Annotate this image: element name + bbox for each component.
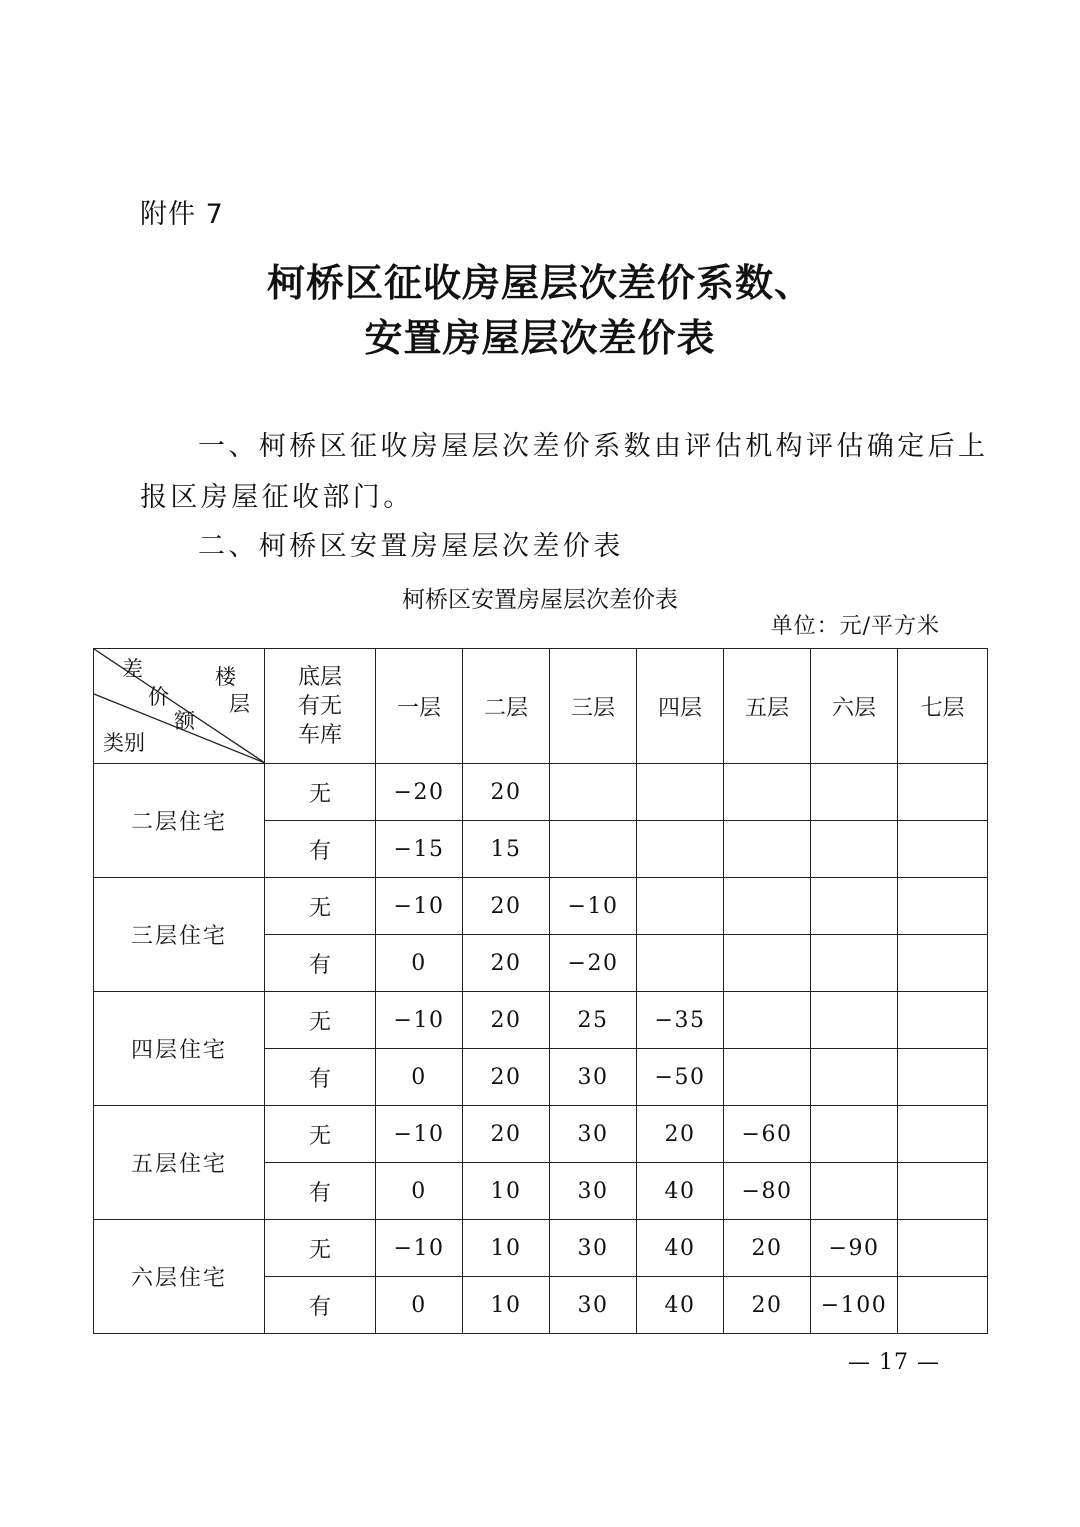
page-number: — 17 —: [848, 1350, 940, 1375]
price-difference-table: [93, 648, 988, 1334]
floor-header-2: 二层: [463, 649, 550, 764]
diag-label-e: 额: [174, 709, 195, 733]
diag-label-leibie: 类别: [103, 731, 145, 755]
value-cell: 40: [637, 1277, 724, 1334]
value-cell: 20: [463, 878, 550, 935]
floor-header-3: 三层: [550, 649, 637, 764]
value-cell: 40: [637, 1220, 724, 1277]
value-cell: [898, 992, 988, 1049]
value-cell: [550, 764, 637, 821]
value-cell: 30: [550, 1277, 637, 1334]
value-cell: −10: [550, 878, 637, 935]
value-cell: [811, 1049, 898, 1106]
value-cell: 20: [637, 1106, 724, 1163]
garage-header-line-1: 底层: [297, 664, 342, 690]
garage-cell: 有: [265, 1277, 376, 1334]
table-header-row: [94, 649, 988, 764]
value-cell: 10: [463, 1163, 550, 1220]
value-cell: [811, 935, 898, 992]
value-cell: 0: [376, 935, 463, 992]
value-cell: −20: [376, 764, 463, 821]
diag-label-cha: 差: [122, 657, 143, 681]
category-cell: 三层住宅: [94, 878, 265, 992]
value-cell: [898, 1163, 988, 1220]
table-row: [94, 1220, 988, 1277]
value-cell: [637, 935, 724, 992]
value-cell: [898, 1049, 988, 1106]
value-cell: [898, 1277, 988, 1334]
category-cell: 六层住宅: [94, 1220, 265, 1334]
value-cell: −60: [724, 1106, 811, 1163]
value-cell: [898, 821, 988, 878]
value-cell: −100: [811, 1277, 898, 1334]
floor-header-5: 五层: [724, 649, 811, 764]
floor-header-7: 七层: [898, 649, 988, 764]
value-cell: 30: [550, 1163, 637, 1220]
unit-label: 单位：元/平方米: [770, 614, 940, 639]
value-cell: 30: [550, 1220, 637, 1277]
value-cell: 30: [550, 1049, 637, 1106]
category-cell: 五层住宅: [94, 1106, 265, 1220]
garage-cell: 无: [265, 1106, 376, 1163]
value-cell: [811, 764, 898, 821]
value-cell: 20: [724, 1220, 811, 1277]
value-cell: −10: [376, 878, 463, 935]
table-row: [94, 992, 988, 1049]
garage-cell: 无: [265, 764, 376, 821]
value-cell: 15: [463, 821, 550, 878]
value-cell: 0: [376, 1163, 463, 1220]
garage-cell: 有: [265, 1049, 376, 1106]
value-cell: [724, 878, 811, 935]
attachment-label: 附件 7: [140, 199, 224, 230]
paragraph-2: 二、柯桥区安置房屋层次差价表: [198, 531, 624, 562]
value-cell: −50: [637, 1049, 724, 1106]
value-cell: 0: [376, 1049, 463, 1106]
value-cell: [724, 935, 811, 992]
value-cell: [898, 878, 988, 935]
garage-cell: 无: [265, 992, 376, 1049]
value-cell: [811, 1106, 898, 1163]
floor-header-1: 一层: [376, 649, 463, 764]
category-cell: 四层住宅: [94, 992, 265, 1106]
document-title-line1: 柯桥区征收房屋层次差价系数、: [266, 260, 813, 305]
diag-label-lou: 楼: [215, 665, 236, 689]
value-cell: −15: [376, 821, 463, 878]
value-cell: 10: [463, 1277, 550, 1334]
value-cell: 20: [724, 1277, 811, 1334]
value-cell: 20: [463, 992, 550, 1049]
category-cell: 二层住宅: [94, 764, 265, 878]
value-cell: −35: [637, 992, 724, 1049]
garage-cell: 有: [265, 821, 376, 878]
value-cell: 40: [637, 1163, 724, 1220]
diag-label-ceng: 层: [229, 692, 250, 716]
value-cell: [724, 821, 811, 878]
floor-header-6: 六层: [811, 649, 898, 764]
value-cell: −90: [811, 1220, 898, 1277]
value-cell: −80: [724, 1163, 811, 1220]
value-cell: −10: [376, 1106, 463, 1163]
value-cell: [898, 935, 988, 992]
value-cell: 10: [463, 1220, 550, 1277]
value-cell: [637, 821, 724, 878]
value-cell: −10: [376, 1220, 463, 1277]
value-cell: [898, 1106, 988, 1163]
table-title: 柯桥区安置房屋层次差价表: [402, 587, 678, 613]
value-cell: [811, 878, 898, 935]
floor-header-4: 四层: [637, 649, 724, 764]
diagonal-header-cell: [94, 649, 265, 764]
value-cell: [724, 764, 811, 821]
value-cell: [811, 821, 898, 878]
garage-header: [265, 649, 376, 764]
value-cell: [898, 1220, 988, 1277]
value-cell: 20: [463, 1049, 550, 1106]
table-row: [94, 878, 988, 935]
value-cell: [811, 992, 898, 1049]
garage-cell: 无: [265, 1220, 376, 1277]
garage-cell: 无: [265, 878, 376, 935]
value-cell: [637, 878, 724, 935]
value-cell: 20: [463, 764, 550, 821]
diag-label-jia: 价: [148, 685, 169, 709]
garage-cell: 有: [265, 935, 376, 992]
document-title-line2: 安置房屋层次差价表: [364, 315, 716, 360]
value-cell: 30: [550, 1106, 637, 1163]
paragraph-1-line-1: 一、柯桥区征收房屋层次差价系数由评估机构评估确定后上: [198, 431, 989, 462]
value-cell: −20: [550, 935, 637, 992]
value-cell: 0: [376, 1277, 463, 1334]
garage-cell: 有: [265, 1163, 376, 1220]
value-cell: 25: [550, 992, 637, 1049]
value-cell: [724, 992, 811, 1049]
value-cell: [550, 821, 637, 878]
table-row: [94, 764, 988, 821]
value-cell: −10: [376, 992, 463, 1049]
value-cell: 20: [463, 935, 550, 992]
garage-header-line-3: 车库: [297, 722, 342, 748]
table-row: [94, 1106, 988, 1163]
value-cell: [811, 1163, 898, 1220]
paragraph-1-line-2: 报区房屋征收部门。: [140, 482, 414, 513]
value-cell: [898, 764, 988, 821]
garage-header-line-2: 有无: [297, 693, 342, 719]
value-cell: [637, 764, 724, 821]
value-cell: [724, 1049, 811, 1106]
value-cell: 20: [463, 1106, 550, 1163]
